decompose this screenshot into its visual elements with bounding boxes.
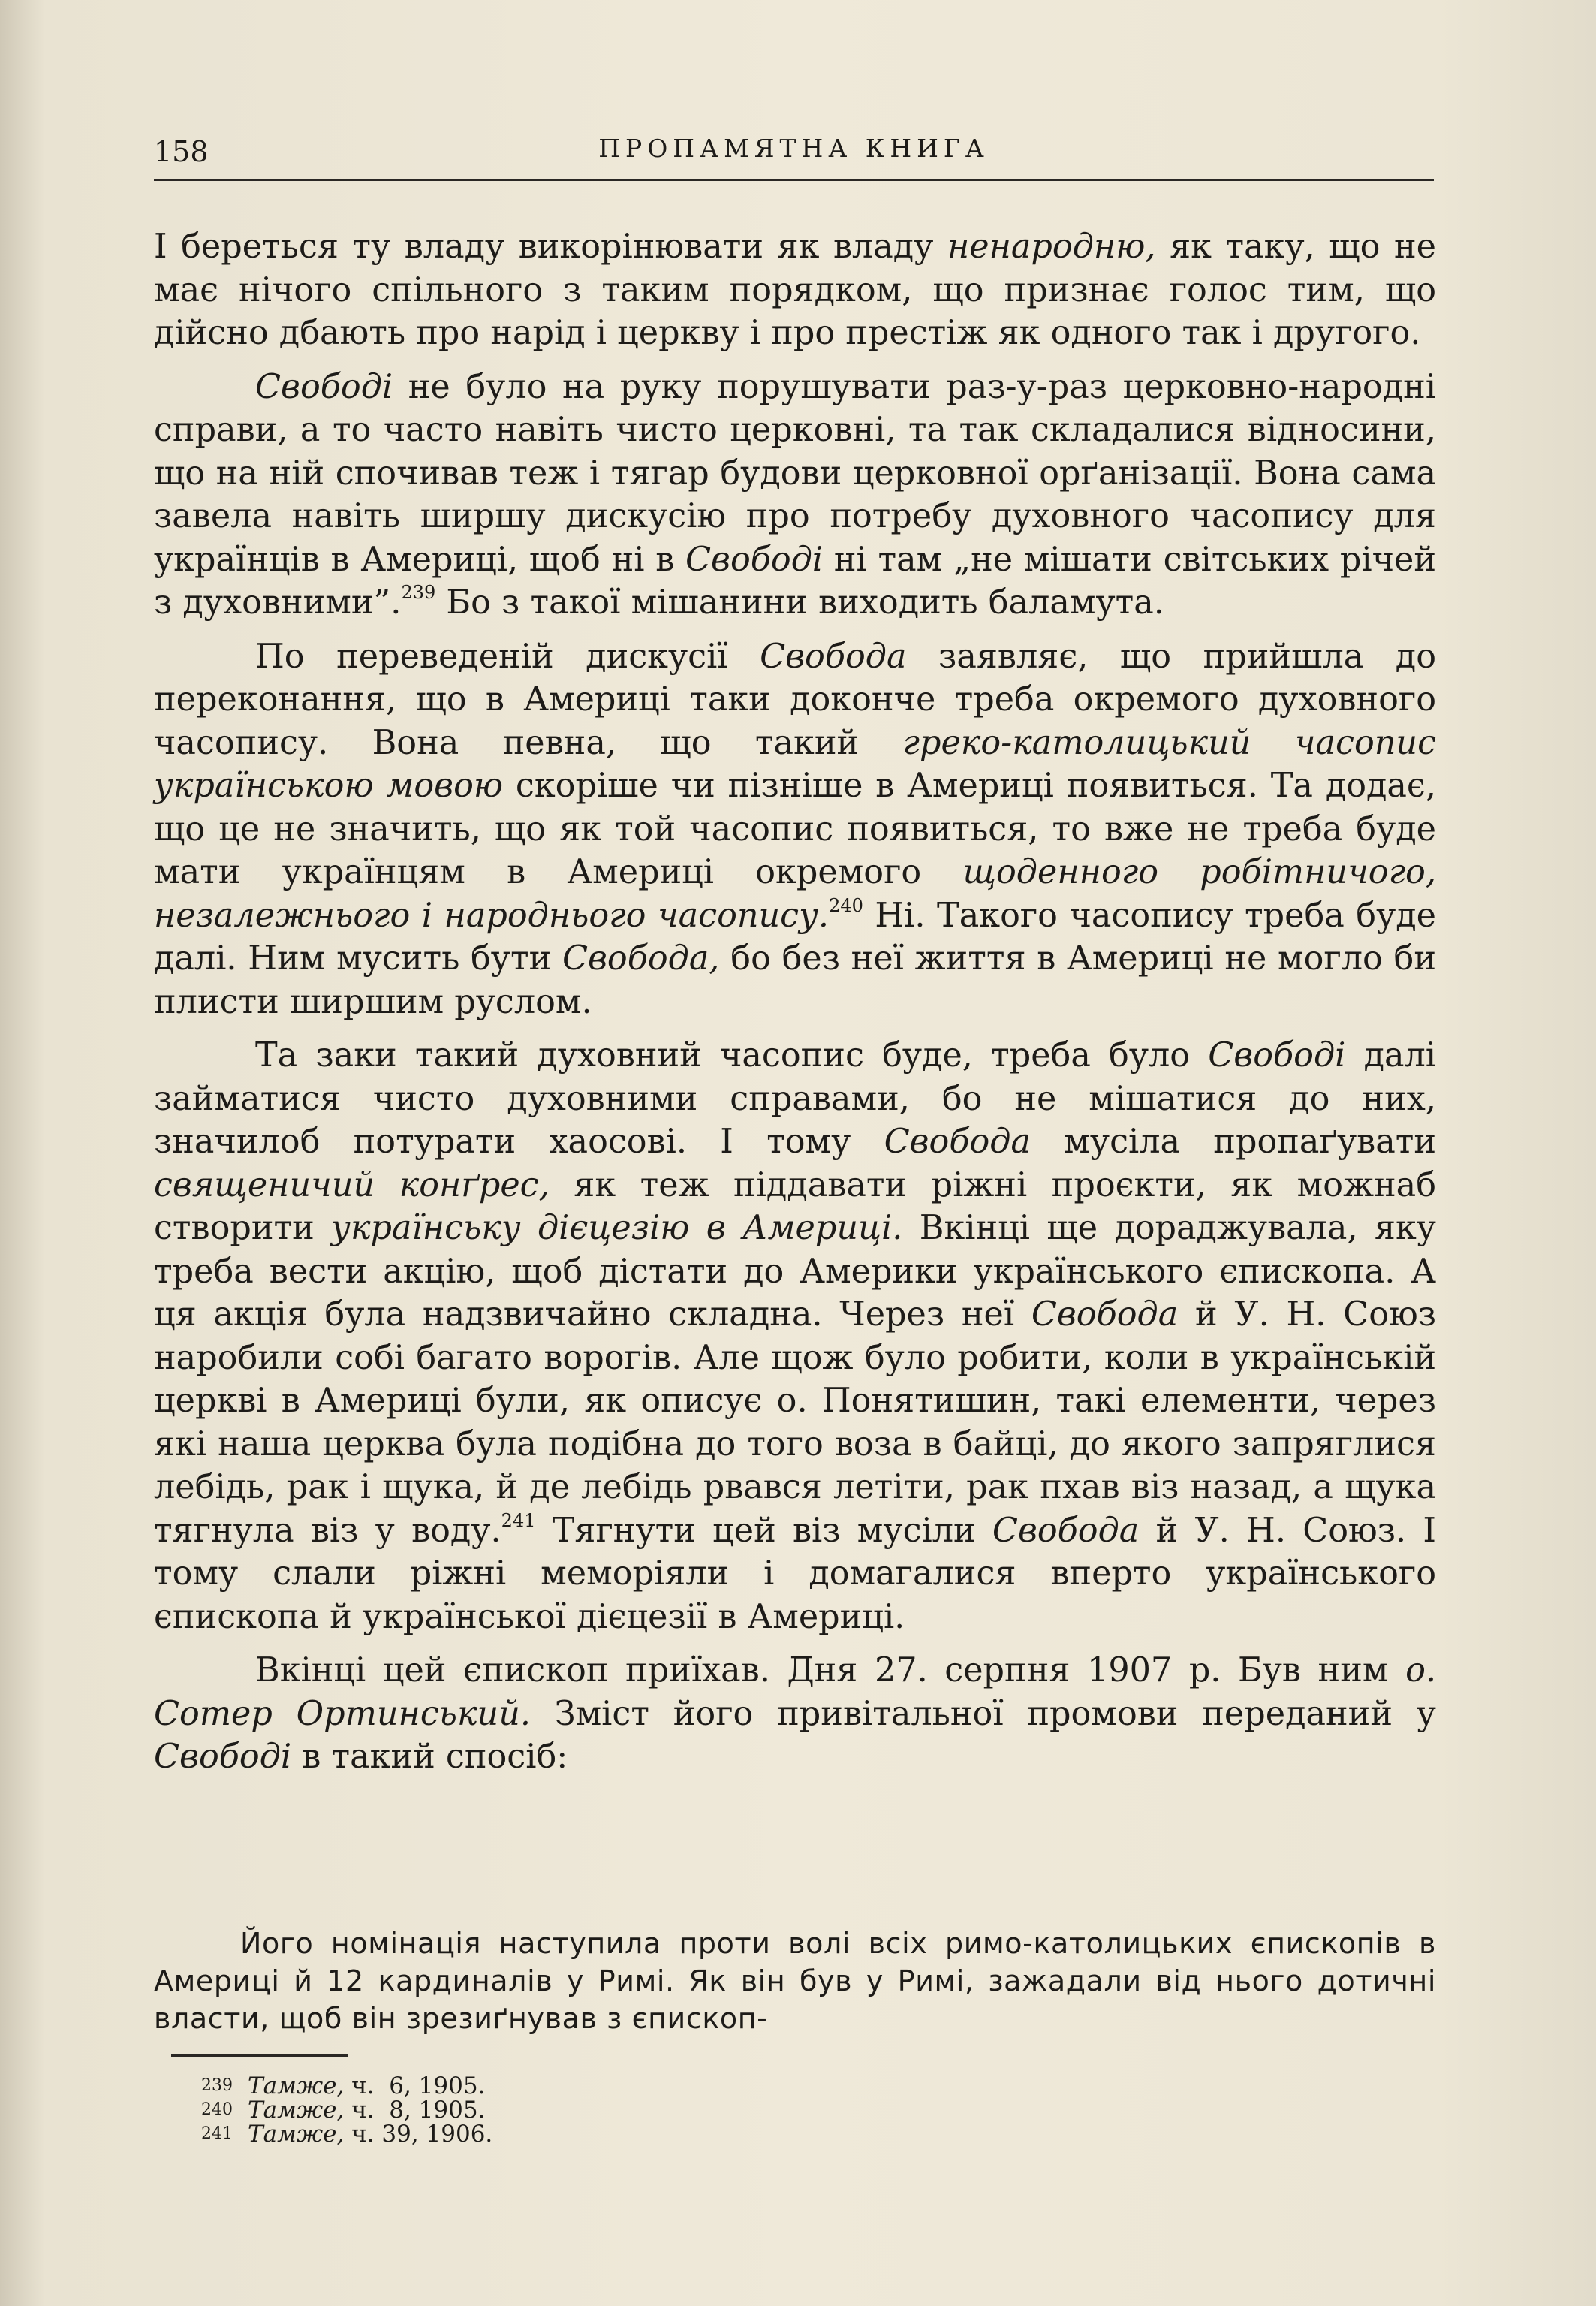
text-run: Вкінці цей єпископ приїхав. Дня 27. серпня 1907 р. Був ним (255, 1651, 1406, 1690)
footnote-ref[interactable]: 241 (501, 1509, 536, 1531)
footnote-number: 241 (201, 2124, 233, 2143)
text-run: Та заки такий духовний часопис буде, треба було (255, 1036, 1209, 1075)
text-run: По переведеній дискусії (255, 637, 760, 676)
footnote-item (201, 2098, 492, 2122)
text-run: бо без неї життя в Америці не могло би плисти ширшим руслом. (154, 939, 1436, 1021)
footnote-source: Тамже, (248, 2097, 345, 2124)
running-title: ПРОПАМЯТНА КНИГА (598, 134, 989, 163)
footnote-ref[interactable]: 240 (829, 894, 863, 916)
text-run: скоріше чи пізніше в Америці появиться. Та додає, що це не значить, що як той часопис появиться, то вже не треба буде мати українцям в Америці окремого (154, 767, 1437, 891)
italic-term: Свободі (255, 367, 393, 406)
text-run: й У. Н. Союз наробили собі багато ворогів. Але щож було робити, коли в українській церкві в Америці були, як описує о. Понятишин, такі елементи, через які наша церква була подібна до того воза в байці, до якого запряглися лебідь, рак і щука, й де лебідь рвався летіти, рак пхав віз назад, а щука тягнула віз у воду. (154, 1295, 1436, 1550)
text-run: Вкінці ще дораджувала, яку треба вести акцію, щоб дістати до Америки українського єпископа. А ця акція була надзвичайно складна. Через неї (154, 1209, 1436, 1334)
text-run: І береться ту владу викорінювати як владу (154, 228, 947, 266)
text-run: й У. Н. Союз. І тому слали ріжні меморіяли і домагалися вперто українського єпископа й української дієцезії в Америці. (154, 1511, 1437, 1636)
italic-term: Свободі (685, 540, 824, 579)
text-run: заявляє, що прийшла до переконання, що в Америці таки доконче треба окремого духовного часопису. Вона певна, що такий (154, 637, 1436, 762)
italic-term: Свобода (1031, 1295, 1179, 1334)
footnote-number: 240 (201, 2100, 233, 2119)
italic-term: Свобода, (562, 939, 720, 978)
footnote-number: 239 (201, 2076, 233, 2095)
text-run: як таку, що не має нічого спільного з таким порядком, що признає голос тим, що дійсно дбають про нарід і церкву і про престіж як одного так і другого. (154, 228, 1436, 352)
footnote-source: Тамже, (248, 2121, 345, 2148)
italic-term: ненародню, (947, 228, 1156, 266)
italic-term: Свобода (884, 1123, 1031, 1161)
italic-term: українську дієцезію в Америці. (331, 1209, 903, 1247)
footnote-item (201, 2122, 492, 2146)
italic-term: щоденного робітничого, незалежнього і народнього часопису. (154, 853, 1436, 935)
footnote-item (201, 2074, 492, 2098)
text-run: Тягнути цей віз мусіли (535, 1511, 992, 1550)
paragraph-3 (154, 635, 1436, 1024)
page-number: 158 (154, 135, 209, 168)
text-run: як теж піддавати ріжні проєкти, як можнаб створити (154, 1165, 1436, 1247)
footnote-source: Тамже, (248, 2072, 345, 2100)
text-run: мусіла пропаґувати (1031, 1123, 1437, 1161)
text-run: далі займатися чисто духовними справами, бо не мішатися до них, значилоб потурати хаосові. І тому (154, 1036, 1437, 1161)
italic-term: греко-католицький часопис українською мовою (154, 723, 1436, 805)
text-run: в такий спосіб: (291, 1738, 568, 1776)
italic-term: о. Сотер Ортинський. (154, 1651, 1436, 1733)
block-quote: Його номінація наступила проти волі всіх римо-католицьких єпископів в Америці й 12 кардиналів у Римі. Як він був у Римі, зажадали від нього дотичні власти, щоб він зрезиґнував з єпископ- (154, 1927, 1436, 2035)
paragraph-1 (154, 225, 1436, 355)
text-run: не було на руку порушувати раз-у-раз церковно-народні справи, а то часто навіть чисто церковні, та так складалися відносини, що на ній спочивав теж і тягар будови церковної орґанізації. Вона сама завела навіть ширшу дискусію про потребу духовного часопису для українців в Америці, щоб ні в (154, 367, 1436, 579)
text-run: ні там „не мішати світських річей з духовними”. (154, 540, 1436, 622)
italic-term: священичий конґрес, (154, 1165, 550, 1204)
footnote-detail: ч. 8, 1905. (344, 2097, 486, 2124)
paragraph-4 (154, 1034, 1436, 1638)
footnote-detail: ч. 39, 1906. (344, 2121, 493, 2148)
italic-term: Свободі (1208, 1036, 1346, 1075)
text-run: Зміст його привітальної промови переданий у (531, 1694, 1436, 1733)
footnote-detail: ч. 6, 1905. (344, 2072, 486, 2100)
text-run: Ні. Такого часопису треба буде далі. Ним мусить бути (154, 896, 1436, 978)
italic-term: Свобода (992, 1511, 1140, 1550)
footnotes (201, 2074, 492, 2146)
paragraph-5 (154, 1649, 1436, 1779)
paragraph-2 (154, 366, 1436, 625)
italic-term: Свободі (154, 1738, 292, 1776)
footnote-divider (171, 2054, 348, 2057)
footnote-ref[interactable]: 239 (401, 582, 436, 603)
page-header (154, 134, 1434, 181)
italic-term: Свобода (760, 637, 907, 676)
main-text (154, 225, 1436, 1779)
text-run: Бо з такої мішанини виходить баламута. (435, 583, 1164, 622)
